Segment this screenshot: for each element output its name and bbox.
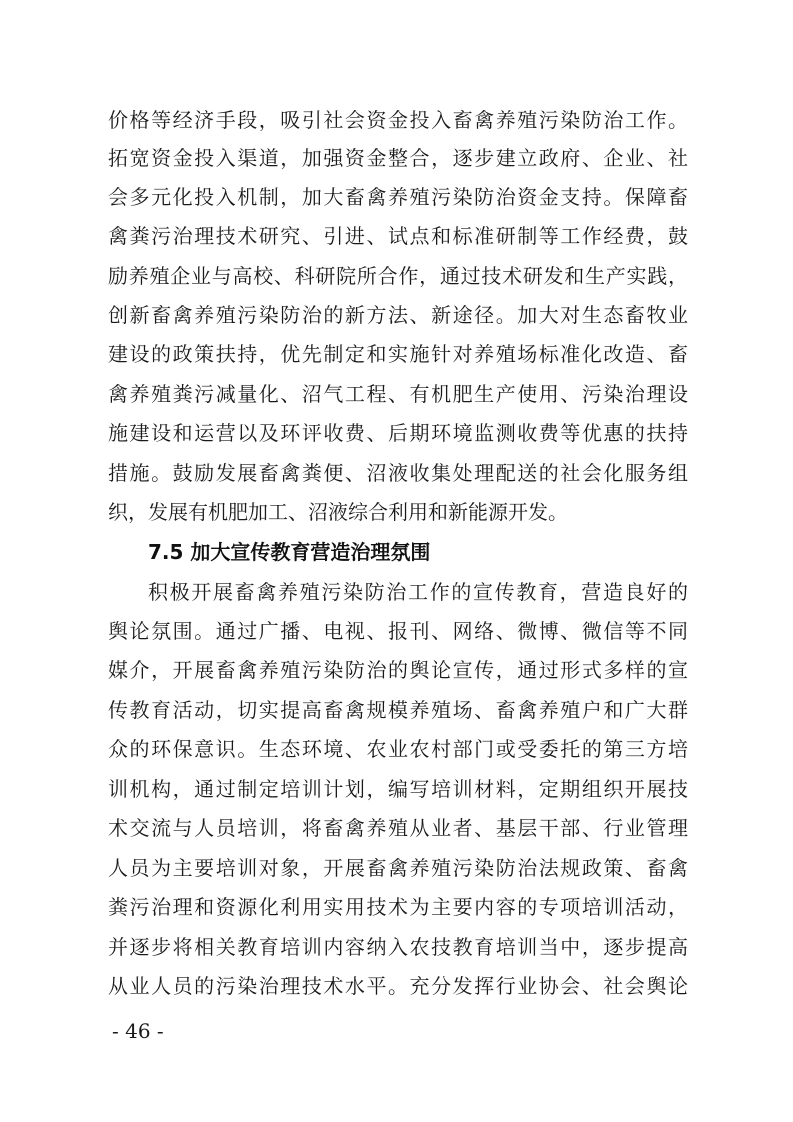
text-line: 拓宽资金投入渠道，加强资金整合，逐步建立政府、企业、社 [108,146,688,170]
text-line: 舆论氛围。通过广播、电视、报刊、网络、微博、微信等不同 [108,619,688,643]
text-line: 创新畜禽养殖污染防治的新方法、新途径。加大对生态畜牧业 [108,303,688,327]
text-line: 人员为主要培训对象，开展畜禽养殖污染防治法规政策、畜禽 [108,856,688,880]
text-line: 会多元化投入机制，加大畜禽养殖污染防治资金支持。保障畜 [108,185,688,209]
text-line: 传教育活动，切实提高畜禽规模养殖场、畜禽养殖户和广大群 [108,698,688,722]
text-line: 训机构，通过制定培训计划，编写培训材料，定期组织开展技 [108,777,688,801]
text-line: 并逐步将相关教育培训内容纳入农技教育培训当中，逐步提高 [108,935,688,959]
text-line: 禽养殖粪污减量化、沼气工程、有机肥生产使用、污染治理设 [108,382,688,406]
text-line: 术交流与人员培训，将畜禽养殖从业者、基层干部、行业管理 [108,816,688,840]
text-line: 众的环保意识。生态环境、农业农村部门或受委托的第三方培 [108,737,688,761]
text-line: 价格等经济手段，吸引社会资金投入畜禽养殖污染防治工作。 [108,108,688,132]
text-line: 织，发展有机肥加工、沼液综合利用和新能源开发。 [108,500,568,524]
page-number: - 46 - [112,1019,164,1043]
section-heading: 7.5 加大宣传教育营造治理氛围 [148,540,431,564]
text-line: 粪污治理和资源化利用实用技术为主要内容的专项培训活动， [108,895,688,919]
text-line: 积极开展畜禽养殖污染防治工作的宣传教育，营造良好的 [148,580,688,604]
text-line: 禽粪污治理技术研究、引进、试点和标准研制等工作经费，鼓 [108,224,688,248]
text-line: 励养殖企业与高校、科研院所合作，通过技术研发和生产实践， [108,264,688,288]
text-line: 从业人员的污染治理技术水平。充分发挥行业协会、社会舆论 [108,974,688,998]
text-line: 施建设和运营以及环评收费、后期环境监测收费等优惠的扶持 [108,421,688,445]
text-line: 建设的政策扶持，优先制定和实施针对养殖场标准化改造、畜 [108,342,688,366]
text-line: 措施。鼓励发展畜禽粪便、沼液收集处理配送的社会化服务组 [108,461,688,485]
text-line: 媒介，开展畜禽养殖污染防治的舆论宣传，通过形式多样的宣 [108,658,688,682]
